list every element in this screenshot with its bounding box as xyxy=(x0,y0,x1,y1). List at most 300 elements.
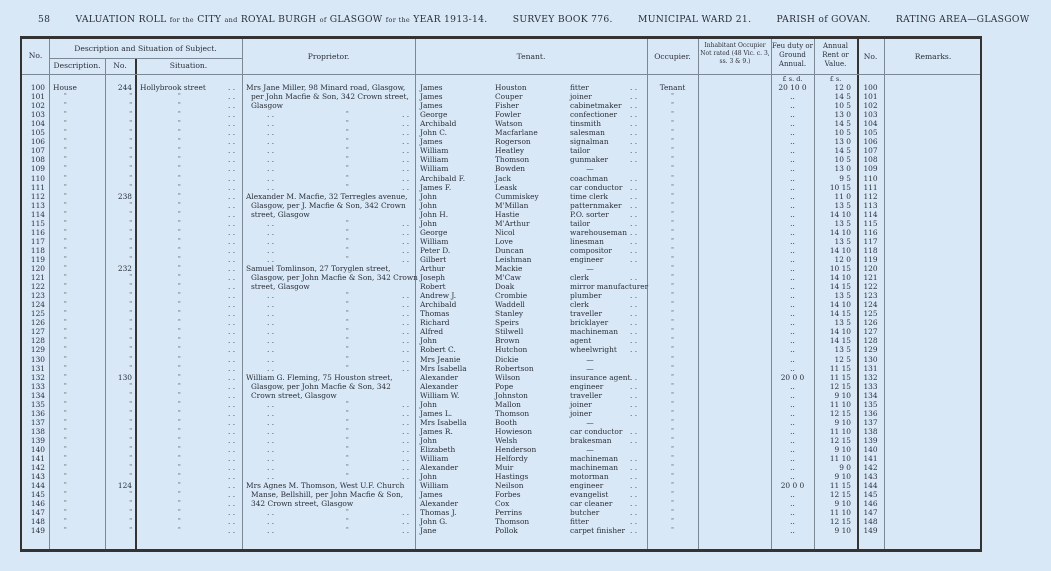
row-number-right: 104 xyxy=(863,119,878,129)
annual-rent: 12 15 xyxy=(829,517,851,527)
annual-rent: 12 15 xyxy=(829,381,851,391)
annual-rent: 14 10 xyxy=(829,245,851,255)
occupier: " xyxy=(671,355,674,363)
house-number: 232 xyxy=(117,264,132,273)
tenant-occupation: bricklayer xyxy=(570,318,609,328)
situation: " xyxy=(178,400,181,408)
leader-dots: . . xyxy=(402,137,410,147)
situation: " xyxy=(178,292,181,300)
tenant-occupation: compositor xyxy=(570,245,612,255)
leader-dots: . . xyxy=(228,454,236,464)
house-number: " xyxy=(129,283,132,291)
leader-dots: . . xyxy=(402,399,410,409)
leader-dots: . . xyxy=(630,173,638,183)
row-number-right: 146 xyxy=(863,499,878,509)
table-row xyxy=(22,382,980,391)
occupier: " xyxy=(671,138,674,146)
tenant-occupation: — xyxy=(586,164,594,174)
leader-dots: . . xyxy=(630,327,638,337)
occupier: " xyxy=(671,192,674,200)
ditto-dots: . . xyxy=(267,218,275,228)
ditto-dots: . . xyxy=(267,408,275,418)
feu-duty: .. xyxy=(790,245,795,255)
ditto-dots: . . xyxy=(267,435,275,445)
tenant-occupation: joiner xyxy=(570,408,592,418)
situation: " xyxy=(178,482,181,490)
proprietor-ditto: " xyxy=(346,518,349,526)
house-number: " xyxy=(129,93,132,101)
situation: " xyxy=(178,111,181,119)
row-number: 113 xyxy=(30,200,45,210)
leader-dots: . . xyxy=(228,236,236,246)
house-number: " xyxy=(129,274,132,282)
description: " xyxy=(64,455,67,463)
ditto-dots: . . xyxy=(267,445,275,454)
feu-duty: .. xyxy=(790,426,795,436)
house-number: " xyxy=(129,527,132,535)
leader-dots: . . xyxy=(228,318,236,328)
situation: " xyxy=(178,455,181,463)
ditto-dots: . . xyxy=(267,227,275,237)
feu-duty: .. xyxy=(790,363,795,373)
annual-rent: 10 5 xyxy=(834,128,851,138)
tenant-occupation: tailor xyxy=(570,218,591,228)
leader-dots: . . xyxy=(630,155,638,165)
ditto-dots: . . xyxy=(267,336,275,346)
occupier: " xyxy=(671,292,674,300)
page-number: 58 xyxy=(38,14,51,25)
tenant-surname: Couper xyxy=(495,92,523,102)
tenant-first-name: Alfred xyxy=(420,327,444,337)
leader-dots: . . xyxy=(228,209,236,219)
annual-rent: 14 5 xyxy=(834,119,851,129)
tenant-occupation: coachman xyxy=(570,173,609,183)
feu-duty: .. xyxy=(790,417,795,427)
leader-dots: . . xyxy=(630,508,638,518)
occupier: " xyxy=(671,120,674,128)
description: " xyxy=(64,283,67,291)
row-number: 144 xyxy=(30,481,45,491)
situation: " xyxy=(178,491,181,499)
row-number-right: 101 xyxy=(863,92,878,102)
annual-rent: 9 5 xyxy=(839,173,851,183)
situation: " xyxy=(178,102,181,110)
annual-rent: 14 10 xyxy=(829,227,851,237)
leader-dots: . . xyxy=(228,182,236,192)
description: " xyxy=(64,500,67,508)
house-number: " xyxy=(129,446,132,453)
table-row xyxy=(22,309,980,318)
house-number: " xyxy=(129,364,132,372)
feu-duty: .. xyxy=(790,490,795,500)
leader-dots: . . xyxy=(630,336,638,346)
table-row xyxy=(22,373,980,382)
row-number: 139 xyxy=(30,435,45,445)
row-number-right: 128 xyxy=(863,336,878,346)
feu-duty: .. xyxy=(790,236,795,246)
occupier: " xyxy=(671,427,674,435)
situation: " xyxy=(178,237,181,245)
tenant-occupation: tinsmith xyxy=(570,119,601,129)
ditto-dots: . . xyxy=(267,309,275,319)
leader-dots: . . xyxy=(630,309,638,319)
tenant-occupation: carpet finisher xyxy=(570,526,626,536)
tenant-surname: Bowden xyxy=(495,164,526,174)
table-row xyxy=(22,300,980,309)
feu-duty: .. xyxy=(790,345,795,355)
col-header-annual-rent: Annual Rent or Value. xyxy=(822,42,849,68)
proprietor-ditto: " xyxy=(346,310,349,318)
leader-dots: . . xyxy=(402,417,410,427)
house-number: " xyxy=(129,400,132,408)
house-number: " xyxy=(129,391,132,399)
row-number-right: 139 xyxy=(863,435,878,445)
row-number-right: 107 xyxy=(863,146,878,156)
leader-dots: . . xyxy=(402,526,410,536)
description: " xyxy=(64,219,67,227)
leader-dots: . . xyxy=(402,345,410,355)
leader-dots: . . xyxy=(228,417,236,427)
table-row xyxy=(22,481,980,490)
leader-dots: . . xyxy=(630,481,638,491)
proprietor-line: Mrs Agnes M. Thomson, West U.F. Church xyxy=(246,481,405,491)
row-number-right: 143 xyxy=(863,472,878,482)
situation: " xyxy=(178,337,181,345)
tenant-surname: Leishman xyxy=(495,254,532,264)
table-row xyxy=(22,418,980,427)
house-number: " xyxy=(129,319,132,327)
leader-dots: . . xyxy=(228,426,236,436)
annual-rent: 13 5 xyxy=(834,318,851,328)
situation: " xyxy=(178,192,181,200)
description: " xyxy=(64,319,67,327)
feu-duty: .. xyxy=(790,264,795,273)
description: " xyxy=(64,518,67,526)
proprietor-ditto: " xyxy=(346,446,349,453)
annual-rent: 13 0 xyxy=(834,164,851,174)
col-header-situation: Situation. xyxy=(169,61,208,70)
situation: " xyxy=(178,427,181,435)
house-number: " xyxy=(129,156,132,164)
occupier: " xyxy=(671,102,674,110)
leader-dots: . . xyxy=(402,300,410,310)
tenant-occupation: car conductor xyxy=(570,182,623,192)
table-row xyxy=(22,237,980,246)
row-number: 129 xyxy=(30,345,45,355)
row-number: 140 xyxy=(30,445,45,454)
leader-dots: . . xyxy=(228,245,236,255)
occupier: " xyxy=(671,246,674,254)
house-number: " xyxy=(129,409,132,417)
tenant-first-name: Elizabeth xyxy=(420,445,456,454)
feu-duty: .. xyxy=(790,291,795,301)
proprietor-ditto: " xyxy=(346,228,349,236)
row-number-right: 117 xyxy=(863,236,878,246)
proprietor-ditto: " xyxy=(346,129,349,137)
tenant-occupation: agent xyxy=(570,336,592,346)
description: " xyxy=(64,418,67,426)
row-number: 147 xyxy=(30,508,45,518)
occupier: " xyxy=(671,446,674,453)
description: " xyxy=(64,93,67,101)
feu-duty: .. xyxy=(790,218,795,228)
row-number: 134 xyxy=(30,390,45,400)
table-row xyxy=(22,436,980,445)
tenant-occupation: patternmaker xyxy=(570,200,622,210)
row-number-right: 108 xyxy=(863,155,878,165)
feu-duty: .. xyxy=(790,300,795,310)
table-row xyxy=(22,219,980,228)
tenant-occupation: time clerk xyxy=(570,191,608,201)
leader-dots: . . xyxy=(630,408,638,418)
feu-duty: 20 0 0 xyxy=(780,481,805,491)
row-number-right: 113 xyxy=(863,200,878,210)
situation: " xyxy=(178,147,181,155)
table-row xyxy=(22,273,980,282)
row-number-right: 114 xyxy=(863,209,878,219)
proprietor-ditto: " xyxy=(346,255,349,263)
leader-dots: . . xyxy=(630,191,638,201)
leader-dots: . . xyxy=(630,526,638,536)
proprietor-ditto: " xyxy=(346,418,349,426)
row-number: 125 xyxy=(30,309,45,319)
feu-duty: .. xyxy=(790,254,795,264)
page-header xyxy=(38,14,1030,25)
tenant-surname: Waddell xyxy=(495,300,525,310)
description: " xyxy=(64,491,67,499)
tenant-occupation: clerk xyxy=(570,273,589,283)
proprietor-line: Samuel Tomlinson, 27 Toryglen street, xyxy=(246,264,391,273)
proprietor-line: Glasgow, per J. Macfie & Son, 342 Crown xyxy=(251,200,406,210)
house-number: " xyxy=(129,246,132,254)
occupier: " xyxy=(671,201,674,209)
situation: " xyxy=(178,509,181,517)
row-number-right: 126 xyxy=(863,318,878,328)
situation: " xyxy=(178,156,181,164)
situation: " xyxy=(178,265,181,272)
tenant-occupation: mirror manufacturer xyxy=(570,282,649,292)
leader-dots: . . xyxy=(228,164,236,174)
leader-dots: . . xyxy=(228,481,236,491)
leader-dots: . . xyxy=(228,381,236,391)
tenant-first-name: Mrs Jeanie xyxy=(420,354,461,364)
annual-rent: 13 5 xyxy=(834,291,851,301)
description: " xyxy=(64,446,67,453)
row-number: 127 xyxy=(30,327,45,337)
tenant-surname: Forbes xyxy=(495,490,521,500)
tenant-occupation: — xyxy=(586,264,594,273)
proprietor-line: Glasgow, per John Macfie & Son, 342 Crown xyxy=(251,273,418,283)
leader-dots: . . xyxy=(630,236,638,246)
tenant-surname: Doak xyxy=(495,282,515,292)
leader-dots: . . xyxy=(630,200,638,210)
proprietor-line: Alexander M. Macfie, 32 Terregles avenue, xyxy=(246,191,408,201)
row-number: 103 xyxy=(30,110,45,120)
tenant-surname: Thomson xyxy=(495,155,530,165)
tenant-surname: Mackie xyxy=(495,264,523,273)
municipal-ward: MUNICIPAL WARD 21. xyxy=(637,14,752,25)
feu-duty: .. xyxy=(790,173,795,183)
leader-dots: . . xyxy=(630,92,638,102)
feu-duty: .. xyxy=(790,318,795,328)
tenant-occupation: salesman xyxy=(570,128,605,138)
feu-duty: .. xyxy=(790,508,795,518)
tenant-first-name: William xyxy=(420,164,449,174)
tenant-occupation: — xyxy=(586,363,594,373)
situation: " xyxy=(178,518,181,526)
tenant-first-name: Arthur xyxy=(420,264,445,273)
row-number-right: 119 xyxy=(863,254,878,264)
feu-duty: .. xyxy=(790,499,795,509)
situation: " xyxy=(178,310,181,318)
row-number-right: 100 xyxy=(863,83,878,92)
col-header-no-right: No. xyxy=(863,52,878,61)
annual-rent: 14 15 xyxy=(829,336,851,346)
tenant-occupation: machineman xyxy=(570,327,618,337)
table-row xyxy=(22,164,980,173)
situation: " xyxy=(178,364,181,372)
table-row xyxy=(22,291,980,300)
proprietor-line: per John Macfie & Son, 342 Crown street, xyxy=(251,92,409,102)
proprietor-ditto: " xyxy=(346,301,349,309)
tenant-first-name: Alexander xyxy=(420,372,459,382)
col-header-feu-duty: Feu duty or Ground Annual. xyxy=(772,42,813,68)
feu-duty: 20 10 0 xyxy=(778,83,807,92)
annual-rent: 12 0 xyxy=(834,83,851,92)
description: " xyxy=(64,246,67,254)
occupier: " xyxy=(671,482,674,490)
situation: " xyxy=(178,527,181,535)
annual-rent: 10 5 xyxy=(834,155,851,165)
tenant-occupation: signalman xyxy=(570,137,609,147)
tenant-surname: Houston xyxy=(495,83,527,92)
annual-rent: 14 15 xyxy=(829,282,851,292)
row-number: 126 xyxy=(30,318,45,328)
proprietor-ditto: " xyxy=(346,328,349,336)
leader-dots: . . xyxy=(228,354,236,364)
leader-dots: . . xyxy=(228,264,236,273)
situation: " xyxy=(178,174,181,182)
proprietor-ditto: " xyxy=(346,219,349,227)
tenant-surname: Leask xyxy=(495,182,517,192)
occupier: " xyxy=(671,111,674,119)
row-number: 120 xyxy=(30,264,45,273)
ditto-dots: . . xyxy=(267,454,275,464)
table-row xyxy=(22,364,980,373)
feu-duty: .. xyxy=(790,164,795,174)
leader-dots: . . xyxy=(630,119,638,129)
occupier: " xyxy=(671,527,674,535)
situation: " xyxy=(178,165,181,173)
leader-dots: . . xyxy=(228,300,236,310)
situation: " xyxy=(178,418,181,426)
leader-dots: . . xyxy=(228,327,236,337)
row-number-right: 103 xyxy=(863,110,878,120)
tenant-first-name: Mrs Isabella xyxy=(420,417,467,427)
tenant-first-name: James xyxy=(420,92,443,102)
header-subrule xyxy=(49,58,242,59)
occupier: " xyxy=(671,147,674,155)
leader-dots: . . xyxy=(228,517,236,527)
tenant-first-name: John xyxy=(420,200,437,210)
feu-duty: .. xyxy=(790,119,795,129)
tenant-occupation: machineman xyxy=(570,454,618,464)
row-number: 114 xyxy=(30,209,45,219)
leader-dots: . . xyxy=(630,137,638,147)
leader-dots: . . xyxy=(228,363,236,373)
house-number: " xyxy=(129,165,132,173)
tenant-first-name: John C. xyxy=(420,128,448,138)
row-number-right: 111 xyxy=(863,182,878,192)
description: " xyxy=(64,129,67,137)
situation: Hollybrook street xyxy=(140,83,206,92)
leader-dots: . . xyxy=(630,110,638,120)
row-number: 108 xyxy=(30,155,45,165)
description: " xyxy=(64,102,67,110)
proprietor-line: 342 Crown street, Glasgow xyxy=(251,499,354,509)
house-number: " xyxy=(129,129,132,137)
table-row xyxy=(22,255,980,264)
leader-dots: . . xyxy=(228,291,236,301)
house-number: " xyxy=(129,111,132,119)
situation: " xyxy=(178,219,181,227)
leader-dots: . . xyxy=(630,390,638,400)
annual-rent: 9 10 xyxy=(834,526,851,536)
situation: " xyxy=(178,274,181,282)
tenant-occupation: fitter xyxy=(570,83,589,92)
situation: " xyxy=(178,319,181,327)
occupier: " xyxy=(671,500,674,508)
tenant-first-name: Andrew J. xyxy=(420,291,457,301)
tenant-first-name: James xyxy=(420,83,443,92)
tenant-first-name: Alexander xyxy=(420,381,459,391)
leader-dots: . . xyxy=(228,191,236,201)
proprietor-ditto: " xyxy=(346,174,349,182)
row-number: 135 xyxy=(30,399,45,409)
proprietor-ditto: " xyxy=(346,120,349,128)
description: " xyxy=(64,174,67,182)
tenant-first-name: William W. xyxy=(420,390,460,400)
description: " xyxy=(64,120,67,128)
house-number: " xyxy=(129,346,132,354)
tenant-surname: Mallon xyxy=(495,399,521,409)
col-header-occupier: Occupier. xyxy=(654,52,691,61)
situation: " xyxy=(178,255,181,263)
row-number-right: 118 xyxy=(863,245,878,255)
tenant-first-name: James xyxy=(420,137,443,147)
annual-rent: 12 15 xyxy=(829,490,851,500)
leader-dots: . . xyxy=(402,155,410,165)
row-number-right: 127 xyxy=(863,327,878,337)
description: " xyxy=(64,355,67,363)
table-row xyxy=(22,508,980,517)
table-row xyxy=(22,201,980,210)
tenant-first-name: John G. xyxy=(420,517,448,527)
tenant-occupation: joiner xyxy=(570,399,592,409)
situation: " xyxy=(178,473,181,481)
roll-title: VALUATION ROLL for the CITY and ROYAL BURGH of GLASGOW for the YEAR 1913-14. xyxy=(75,14,488,25)
description: " xyxy=(64,391,67,399)
ditto-dots: . . xyxy=(267,417,275,427)
annual-rent: 10 5 xyxy=(834,101,851,111)
description: " xyxy=(64,364,67,372)
tenant-first-name: William xyxy=(420,146,449,156)
feu-duty: .. xyxy=(790,273,795,283)
annual-rent: 14 15 xyxy=(829,309,851,319)
feu-duty: .. xyxy=(790,137,795,147)
leader-dots: . . xyxy=(228,254,236,264)
row-number-right: 149 xyxy=(863,526,878,536)
